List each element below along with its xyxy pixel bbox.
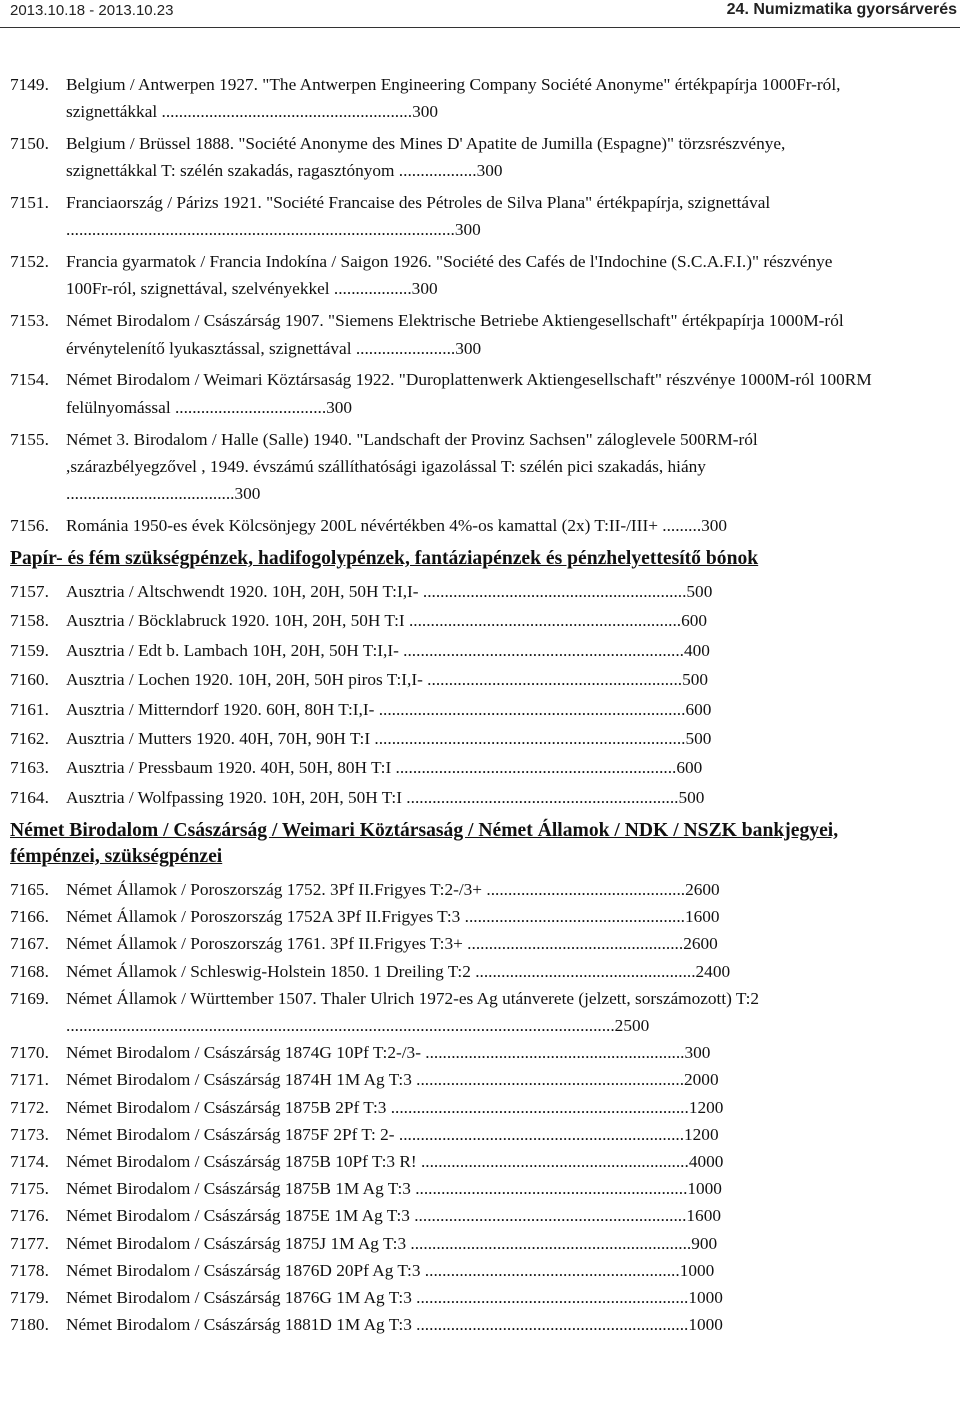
lot-entry bbox=[10, 666, 872, 693]
lot-number: 7169. bbox=[10, 988, 49, 1008]
lot-number: 7172. bbox=[10, 1097, 49, 1117]
lot-number: 7151. bbox=[10, 193, 49, 213]
lot-number: 7152. bbox=[10, 252, 49, 272]
lot-number: 7166. bbox=[10, 907, 49, 927]
lot-entry bbox=[10, 637, 872, 664]
lot-number: 7168. bbox=[10, 961, 49, 981]
lot-entry bbox=[10, 1257, 872, 1284]
lot-description: Ausztria / Mitterndorf 1920. 60H, 80H T:I,I- .......................................................................600 bbox=[66, 699, 712, 719]
lot-number: 7179. bbox=[10, 1288, 49, 1308]
lot-description: Német Államok / Poroszország 1761. 3Pf II.Frigyes T:3+ ..................................................2600 bbox=[66, 934, 718, 954]
lot-entry bbox=[10, 578, 872, 605]
lot-number: 7159. bbox=[10, 640, 49, 660]
lot-entry bbox=[10, 426, 872, 508]
lot-entry bbox=[10, 1066, 872, 1093]
lot-group-securities bbox=[10, 71, 872, 539]
lot-entry bbox=[10, 71, 872, 125]
lot-number: 7176. bbox=[10, 1206, 49, 1226]
lot-number: 7149. bbox=[10, 75, 49, 94]
lot-number: 7180. bbox=[10, 1315, 49, 1335]
lot-description: Ausztria / Pressbaum 1920. 40H, 50H, 80H T:I .................................................................600 bbox=[66, 758, 703, 778]
lot-number: 7174. bbox=[10, 1152, 49, 1172]
lot-entry bbox=[10, 1148, 872, 1175]
lot-description: Franciaország / Párizs 1921. "Société Francaise des Pétroles de Silva Plana" értékpapírja, szignettával ..........................................................................................300 bbox=[66, 193, 771, 240]
lot-number: 7161. bbox=[10, 699, 49, 719]
lot-number: 7153. bbox=[10, 311, 49, 331]
lot-description: Német Birodalom / Császárság 1907. "Siemens Elektrische Betriebe Aktiengesellschaft" értékpapírja 1000M-ról érvénytelenítő lyukasztással, szignettával .......................300 bbox=[66, 311, 844, 358]
lot-number: 7167. bbox=[10, 934, 49, 954]
lot-entry bbox=[10, 1121, 872, 1148]
lot-listing bbox=[10, 71, 872, 1338]
lot-description: Német Birodalom / Császárság 1875J 1M Ag T:3 .................................................................900 bbox=[66, 1233, 718, 1253]
lot-number: 7155. bbox=[10, 429, 49, 449]
lot-entry bbox=[10, 1284, 872, 1311]
lot-entry bbox=[10, 189, 872, 243]
lot-description: Francia gyarmatok / Francia Indokína / Saigon 1926. "Société des Cafés de l'Indochine (S.C.A.F.I.)" részvénye 100Fr-ról, szignettával, szelvényekkel ..................300 bbox=[66, 252, 833, 299]
lot-number: 7175. bbox=[10, 1179, 49, 1199]
lot-description: Német Birodalom / Császárság 1876D 20Pf Ag T:3 ...........................................................1000 bbox=[66, 1260, 715, 1280]
lot-number: 7170. bbox=[10, 1043, 49, 1063]
lot-number: 7150. bbox=[10, 134, 49, 154]
lot-entry bbox=[10, 130, 872, 184]
lot-number: 7154. bbox=[10, 370, 49, 390]
auction-title: 24. Numizmatika gyorsárverés bbox=[726, 1, 957, 18]
lot-group-german-money bbox=[10, 876, 872, 1338]
lot-entry bbox=[10, 1230, 872, 1257]
lot-entry bbox=[10, 696, 872, 723]
lot-entry bbox=[10, 1175, 872, 1202]
section-heading-german-money: Német Birodalom / Császárság / Weimari Köztársaság / Német Államok / NDK / NSZK bankjegyei, fémpénzei, szükségpénzei bbox=[10, 820, 839, 867]
lot-entry bbox=[10, 307, 872, 361]
lot-description: Német Államok / Poroszország 1752. 3Pf II.Frigyes T:2-/3+ ..............................................2600 bbox=[66, 880, 720, 899]
lot-description: Német Birodalom / Császárság 1876G 1M Ag T:3 ...............................................................1000 bbox=[66, 1288, 723, 1308]
lot-description: Német Birodalom / Császárság 1875F 2Pf T: 2- ..................................................................1200 bbox=[66, 1124, 719, 1144]
lot-description: Német 3. Birodalom / Halle (Salle) 1940. "Landschaft der Provinz Sachsen" záloglevele 500RM-ról ,szárazbélyegzővel , 1949. évszámú szállíthatósági igazolással T: szélén pici szakadás, hiány .......................................300 bbox=[66, 429, 758, 503]
lot-description: Ausztria / Lochen 1920. 10H, 20H, 50H piros T:I,I- ...........................................................500 bbox=[66, 670, 709, 690]
auction-date-range: 2013.10.18 - 2013.10.23 bbox=[10, 2, 174, 19]
lot-number: 7157. bbox=[10, 582, 49, 602]
lot-number: 7177. bbox=[10, 1233, 49, 1253]
lot-entry bbox=[10, 876, 872, 903]
lot-number: 7156. bbox=[10, 515, 49, 535]
lot-description: Belgium / Brüssel 1888. "Société Anonyme des Mines D' Apatite de Jumilla (Espagne)" törzsrészvénye, szignettákkal T: szélén szakadás, ragasztónyom ..................300 bbox=[66, 134, 786, 181]
lot-entry bbox=[10, 903, 872, 930]
lot-description: Ausztria / Mutters 1920. 40H, 70H, 90H T:I ........................................................................500 bbox=[66, 729, 712, 749]
lot-entry bbox=[10, 754, 872, 781]
lot-number: 7178. bbox=[10, 1260, 49, 1280]
lot-description: Német Birodalom / Császárság 1875B 2Pf T:3 .....................................................................1200 bbox=[66, 1097, 724, 1117]
header-divider bbox=[0, 27, 960, 28]
lot-entry bbox=[10, 985, 872, 1039]
lot-entry bbox=[10, 725, 872, 752]
lot-entry bbox=[10, 1039, 872, 1066]
section-heading-emergency-money: Papír- és fém szükségpénzek, hadifogolypénzek, fantáziapénzek és pénzhelyettesítő bónok bbox=[10, 548, 759, 570]
lot-entry bbox=[10, 1094, 872, 1121]
lot-description: Ausztria / Böcklabruck 1920. 10H, 20H, 50H T:I ...............................................................600 bbox=[66, 611, 708, 631]
lot-description: Német Birodalom / Császárság 1875E 1M Ag T:3 ...............................................................1600 bbox=[66, 1206, 721, 1226]
lot-description: Német Államok / Schleswig-Holstein 1850. 1 Dreiling T:2 ...................................................2400 bbox=[66, 961, 731, 981]
lot-entry bbox=[10, 1311, 872, 1338]
page-header bbox=[0, 0, 960, 28]
lot-number: 7171. bbox=[10, 1070, 49, 1090]
lot-entry bbox=[10, 784, 872, 811]
lot-description: Német Államok / Poroszország 1752A 3Pf II.Frigyes T:3 ...................................................1600 bbox=[66, 907, 720, 927]
lot-description: Ausztria / Altschwendt 1920. 10H, 20H, 50H T:I,I- .............................................................500 bbox=[66, 582, 713, 602]
lot-description: Német Birodalom / Császárság 1875B 1M Ag T:3 ...............................................................1000 bbox=[66, 1179, 722, 1199]
lot-entry bbox=[10, 607, 872, 634]
lot-entry bbox=[10, 512, 872, 539]
lot-description: Ausztria / Edt b. Lambach 10H, 20H, 50H T:I,I- .................................................................400 bbox=[66, 640, 710, 660]
lot-description: Német Birodalom / Császárság 1875B 10Pf T:3 R! ..............................................................4000 bbox=[66, 1152, 724, 1172]
lot-entry bbox=[10, 958, 872, 985]
lot-description: Románia 1950-es évek Kölcsönjegy 200L névértékben 4%-os kamattal (2x) T:II-/III+ .........300 bbox=[66, 515, 728, 535]
lot-description: Ausztria / Wolfpassing 1920. 10H, 20H, 50H T:I ...............................................................500 bbox=[66, 787, 705, 807]
lot-entry bbox=[10, 248, 872, 302]
lot-number: 7164. bbox=[10, 787, 49, 807]
lot-description: Német Birodalom / Császárság 1881D 1M Ag T:3 ...............................................................1000 bbox=[66, 1315, 723, 1335]
lot-description: Német Birodalom / Császárság 1874H 1M Ag T:3 ..............................................................2000 bbox=[66, 1070, 719, 1090]
lot-description: Német Birodalom / Weimari Köztársaság 1922. "Duroplattenwerk Aktiengesellschaft" részvénye 1000M-ról 100RM felülnyomással ...................................300 bbox=[66, 370, 872, 417]
lot-number: 7165. bbox=[10, 880, 49, 899]
lot-entry bbox=[10, 930, 872, 957]
lot-number: 7158. bbox=[10, 611, 49, 631]
lot-description: Német Birodalom / Császárság 1874G 10Pf T:2-/3- ............................................................300 bbox=[66, 1043, 711, 1063]
lot-number: 7162. bbox=[10, 729, 49, 749]
lot-entry bbox=[10, 366, 872, 420]
lot-number: 7160. bbox=[10, 670, 49, 690]
lot-number: 7163. bbox=[10, 758, 49, 778]
lot-number: 7173. bbox=[10, 1124, 49, 1144]
lot-group-emergency-money bbox=[10, 578, 872, 811]
lot-entry bbox=[10, 1202, 872, 1229]
lot-description: Belgium / Antwerpen 1927. "The Antwerpen Engineering Company Société Anonyme" értékpapírja 1000Fr-ról, szignettákkal ..........................................................300 bbox=[66, 75, 841, 122]
lot-description: Német Államok / Württember 1507. Thaler Ulrich 1972-es Ag utánverete (jelzett, sorszámozott) T:2 ...............................................................................................................................2500 bbox=[66, 988, 760, 1036]
